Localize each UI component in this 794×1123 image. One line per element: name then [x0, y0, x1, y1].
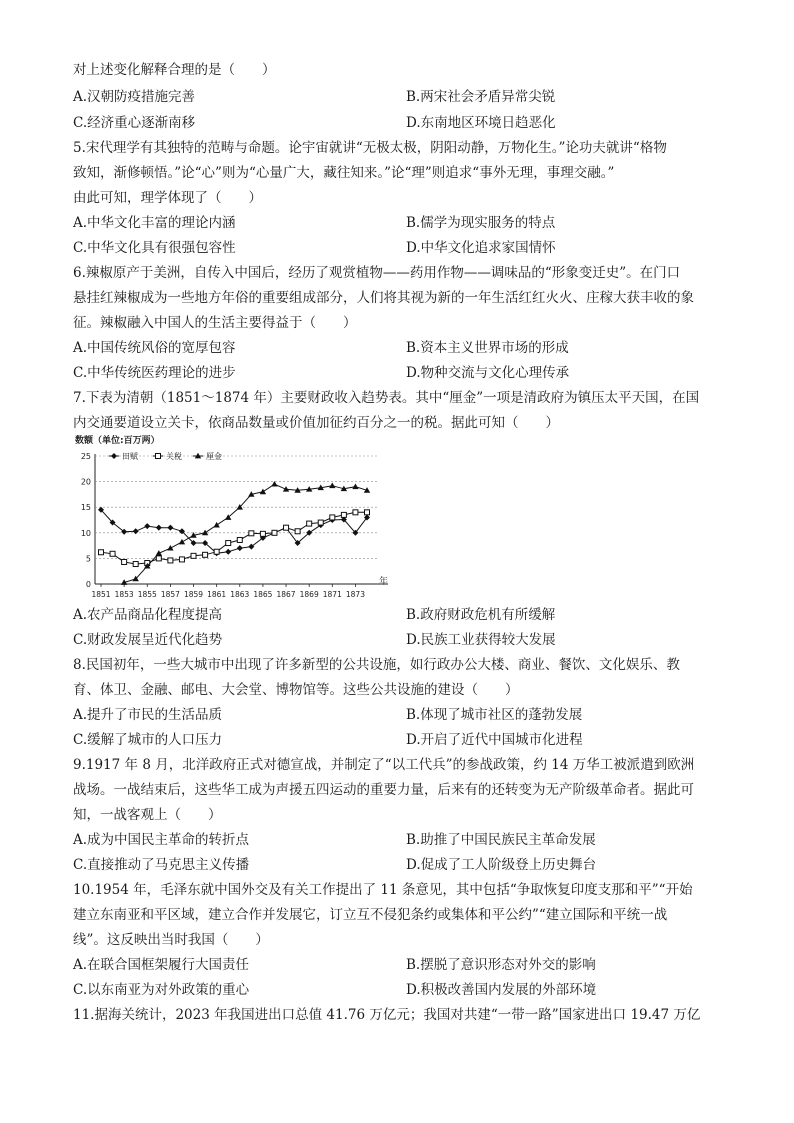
q6-option-b: B.资本主义世界市场的形成 — [406, 340, 569, 356]
q6-stem-line3: 征。辣椒融入中国人的生活主要得益于（ ） — [73, 315, 357, 331]
square-marker — [237, 537, 242, 542]
q8-stem-line2: 育、体卫、金融、邮电、大会堂、博物馆等。这些公共设施的建设（ ） — [73, 682, 519, 698]
x-tick-label: 1873 — [345, 590, 365, 599]
series-line — [124, 484, 367, 582]
triangle-marker — [329, 482, 335, 488]
square-marker — [272, 530, 277, 535]
triangle-marker — [167, 545, 173, 551]
square-marker — [318, 520, 323, 525]
q10-option-d: D.积极改善国内发展的外部环境 — [406, 982, 597, 998]
square-marker — [214, 549, 219, 554]
square-marker — [284, 525, 289, 530]
q5-option-a: A.中华文化丰富的理论内涵 — [73, 215, 236, 231]
triangle-marker — [179, 539, 185, 545]
q9-option-a: A.成为中国民主革命的转折点 — [73, 832, 250, 848]
square-marker — [330, 515, 335, 520]
chart-xlabel: 年 — [379, 577, 389, 587]
diamond-marker — [225, 549, 231, 555]
y-tick-label: 15 — [80, 503, 91, 513]
q11-stem-line1: 11.据海关统计，2023 年我国进出口总值 41.76 万亿元；我国对共建“一带一路”国家进出口 19.47 万亿 — [73, 1007, 701, 1023]
q10-option-b: B.摆脱了意识形态对外交的影响 — [406, 957, 596, 973]
square-marker — [249, 531, 254, 536]
square-marker — [341, 512, 346, 517]
series-1 — [99, 510, 370, 567]
y-tick-label: 0 — [85, 580, 91, 589]
square-marker — [156, 454, 161, 459]
triangle-marker — [202, 530, 208, 536]
legend-label: 关税 — [166, 452, 182, 461]
q4-option-d: D.东南地区环境日趋恶化 — [406, 115, 556, 131]
q6-stem-line1: 6.辣椒原产于美洲，自传入中国后，经历了观赏植物——药用作物——调味品的“形象变迁史”。在门口 — [73, 265, 681, 281]
y-tick-label: 20 — [80, 477, 91, 487]
q8-option-c: C.缓解了城市的人口压力 — [73, 732, 223, 748]
x-tick-label: 1863 — [230, 590, 250, 599]
square-marker — [99, 550, 104, 555]
diamond-marker — [237, 545, 243, 551]
q9-stem-line2: 战场。一战结束后，这些华工成为声援五四运动的重要力量，后来有的还转变为无产阶级革命者。据此可 — [73, 782, 694, 798]
q9-option-b: B.助推了中国民族民主革命发展 — [406, 832, 596, 848]
square-marker — [203, 552, 208, 557]
square-marker — [307, 521, 312, 526]
q9-option-d: D.促成了工人阶级登上历史舞台 — [406, 857, 597, 873]
series-line — [101, 512, 367, 564]
x-tick-label: 1851 — [91, 590, 111, 599]
q7-option-b: B.政府财政危机有所缓解 — [406, 607, 556, 623]
q10-stem-line2: 建立东南亚和平区域，建立合作并发展它，订立互不侵犯条约或集体和平公约”“建立国际和平统一战 — [73, 907, 668, 923]
square-marker — [365, 510, 370, 515]
diamond-marker — [167, 525, 173, 531]
q6-stem-line2: 悬挂红辣椒成为一些地方年俗的重要组成部分，人们将其视为新的一年生活红红火火、庄稼大获丰收的象 — [73, 290, 694, 306]
q5-stem-line3: 由此可知，理学体现了（ ） — [73, 190, 262, 206]
q7-option-d: D.民族工业获得较大发展 — [406, 632, 556, 648]
q4-option-a: A.汉朝防疫措施完善 — [73, 89, 196, 105]
q4-option-c: C.经济重心逐渐南移 — [73, 115, 196, 131]
triangle-marker — [283, 486, 289, 492]
square-marker — [110, 551, 115, 556]
q5-stem-line2: 致知，渐修顿悟。”论“心”则为“心量广大，藏往知来。”论“理”则追求“事外无理，事理交融。” — [73, 165, 615, 181]
square-marker — [179, 557, 184, 562]
triangle-marker — [260, 489, 266, 495]
q10-stem-line1: 10.1954 年，毛泽东就中国外交及有关工作提出了 11 条意见，其中包括“争取恢复印度支那和平”“开始 — [73, 882, 693, 898]
y-tick-label: 25 — [80, 452, 91, 461]
q6-option-c: C.中华传统医药理论的进步 — [73, 365, 236, 381]
q9-stem-line3: 知，一战客观上（ ） — [73, 807, 222, 823]
q9-stem-line1: 9.1917 年 8 月，北洋政府正式对德宣战，并制定了“以工代兵”的参战政策，约 14 万华工被派遣到欧洲 — [73, 757, 695, 773]
x-tick-label: 1871 — [322, 590, 342, 599]
legend-label: 田赋 — [122, 452, 138, 461]
chart-ylabel: 数额（单位:百万两） — [75, 436, 160, 446]
q10-option-c: C.以东南亚为对外政策的重心 — [73, 982, 250, 998]
square-marker — [191, 553, 196, 558]
q7-stem-line1: 7.下表为清朝（1851～1874 年）主要财政收入趋势表。其中“厘金”一项是清政府为镇压太平天国，在国 — [73, 390, 700, 406]
triangle-marker — [156, 550, 162, 556]
diamond-marker — [111, 453, 117, 459]
q10-stem-line3: 线”。这反映出当时我国（ ） — [73, 932, 269, 948]
q7-option-c: C.财政发展呈近代化趋势 — [73, 632, 223, 648]
y-tick-label: 5 — [85, 554, 91, 564]
q5-option-b: B.儒学为现实服务的特点 — [406, 215, 556, 231]
square-marker — [133, 562, 138, 567]
diamond-marker — [144, 523, 150, 529]
q5-stem-line1: 5.宋代理学有其独特的范畴与命题。论宇宙就讲“无极太极，阴阳动静，万物化生。”论功夫就讲“格物 — [73, 140, 667, 156]
square-marker — [226, 541, 231, 546]
square-marker — [168, 558, 173, 563]
q6-option-d: D.物种交流与文化心理传承 — [406, 365, 570, 381]
q4-option-b: B.两宋社会矛盾异常尖锐 — [406, 89, 556, 105]
x-tick-label: 1857 — [160, 590, 180, 599]
fiscal-revenue-chart — [73, 432, 403, 602]
triangle-marker — [352, 484, 358, 490]
series-line — [101, 510, 367, 554]
x-tick-label: 1855 — [137, 590, 157, 599]
x-tick-label: 1869 — [299, 590, 319, 599]
diamond-marker — [156, 525, 162, 531]
square-marker — [122, 559, 127, 564]
triangle-marker — [213, 522, 219, 528]
q8-option-d: D.开启了近代中国城市化进程 — [406, 732, 583, 748]
diamond-marker — [133, 528, 139, 534]
q5-option-d: D.中华文化追求家国情怀 — [406, 240, 556, 256]
q9-option-c: C.直接推动了马克思主义传播 — [73, 857, 250, 873]
square-marker — [353, 510, 358, 515]
x-tick-label: 1867 — [276, 590, 296, 599]
x-tick-label: 1853 — [114, 590, 134, 599]
q8-option-b: B.体现了城市社区的蓬勃发展 — [406, 707, 583, 723]
square-marker — [260, 531, 265, 536]
square-marker — [156, 556, 161, 561]
q5-option-c: C.中华文化具有很强包容性 — [73, 240, 236, 256]
q8-option-a: A.提升了市民的生活品质 — [73, 707, 223, 723]
x-tick-label: 1865 — [253, 590, 273, 599]
q10-option-a: A.在联合国框架履行大国责任 — [73, 957, 250, 973]
series-0 — [98, 507, 370, 557]
x-tick-label: 1861 — [207, 590, 227, 599]
square-marker — [295, 529, 300, 534]
y-tick-label: 10 — [80, 528, 91, 538]
q7-stem-line2: 内交通要道设立关卡，依商品数量或价值加征约百分之一的税。据此可知（ ） — [73, 415, 559, 431]
legend-label: 厘金 — [206, 452, 222, 461]
q6-option-a: A.中国传统风俗的宽厚包容 — [73, 340, 236, 356]
q8-stem-line1: 8.民国初年，一些大城市中出现了许多新型的公共设施，如行政办公大楼、商业、餐饮、文化娱乐、教 — [73, 657, 680, 673]
x-tick-label: 1859 — [183, 590, 204, 599]
q4-stem: 对上述变化解释合理的是（ ） — [73, 62, 276, 78]
q7-option-a: A.农产品商品化程度提高 — [73, 607, 223, 623]
